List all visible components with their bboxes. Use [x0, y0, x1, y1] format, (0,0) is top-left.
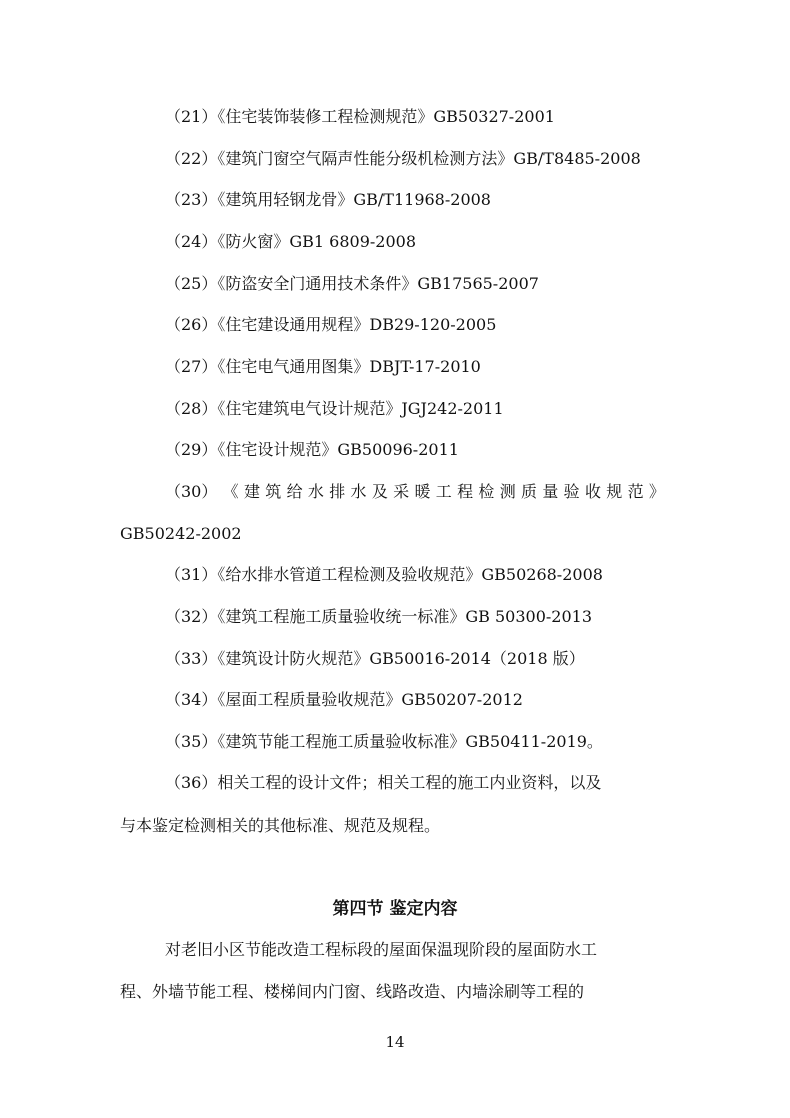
section-heading: 第四节 鉴定内容 [332, 899, 458, 919]
reference-30-part: 给 [286, 482, 303, 501]
page-number: 14 [385, 1033, 405, 1051]
reference-30-part: 及 [371, 482, 388, 501]
reference-30-part: 规 [606, 482, 623, 501]
reference-30-part: 水 [350, 482, 367, 501]
reference-32: （32）《建筑工程施工质量验收统一标准》GB 50300-2013 [165, 607, 593, 626]
reference-30-part: 水 [307, 482, 324, 501]
reference-25: （25）《防盗安全门通用技术条件》GB17565-2007 [165, 274, 539, 293]
reference-31: （31）《给水排水管道工程检测及验收规范》GB50268-2008 [165, 565, 603, 584]
section-paragraph-line-2: 程、外墙节能工程、楼梯间内门窗、线路改造、内墙涂刷等工程的 [120, 982, 585, 1001]
reference-30-part: 检 [478, 482, 495, 501]
reference-30-part: 暖 [414, 482, 431, 501]
reference-30-part: 范 [627, 482, 644, 501]
reference-29: （29）《住宅设计规范》GB50096-2011 [165, 440, 459, 459]
reference-30-part: 》 [648, 482, 665, 501]
reference-30-continuation: GB50242-2002 [120, 524, 242, 543]
reference-30-part: 收 [584, 482, 601, 501]
reference-30-part: 筑 [265, 482, 282, 501]
reference-34: （34）《屋面工程质量验收规范》GB50207-2012 [165, 690, 523, 709]
reference-30-part: （30） [165, 482, 218, 501]
reference-35: （35）《建筑节能工程施工质量验收标准》GB50411-2019。 [165, 732, 603, 751]
reference-22: （22）《建筑门窗空气隔声性能分级机检测方法》GB/T8485-2008 [165, 149, 641, 168]
reference-30-part: 质 [521, 482, 538, 501]
reference-30 [165, 481, 665, 503]
reference-21: （21）《住宅装饰装修工程检测规范》GB50327-2001 [165, 107, 555, 126]
reference-30-part: 采 [393, 482, 410, 501]
reference-23: （23）《建筑用轻钢龙骨》GB/T11968-2008 [165, 190, 491, 209]
reference-30-part: 测 [499, 482, 516, 501]
section-paragraph-line-1: 对老旧小区节能改造工程标段的屋面保温现阶段的屋面防水工 [165, 940, 598, 959]
reference-30-part: 排 [329, 482, 346, 501]
reference-36-line-1: （36）相关工程的设计文件；相关工程的施工内业资料，以及 [165, 773, 602, 792]
reference-26: （26）《住宅建设通用规程》DB29-120-2005 [165, 315, 497, 334]
reference-36-line-2: 与本鉴定检测相关的其他标准、规范及规程。 [120, 816, 441, 835]
reference-30-part: 验 [563, 482, 580, 501]
reference-30-part: 程 [457, 482, 474, 501]
reference-30-part: 量 [542, 482, 559, 501]
reference-30-part: 建 [243, 482, 260, 501]
reference-27: （27）《住宅电气通用图集》DBJT-17-2010 [165, 357, 481, 376]
reference-30-part: 工 [435, 482, 452, 501]
reference-24: （24）《防火窗》GB1 6809-2008 [165, 232, 417, 251]
reference-33: （33）《建筑设计防火规范》GB50016-2014（2018 版） [165, 649, 585, 668]
reference-28: （28）《住宅建筑电气设计规范》JGJ242-2011 [165, 399, 504, 418]
reference-30-part: 《 [222, 482, 239, 501]
